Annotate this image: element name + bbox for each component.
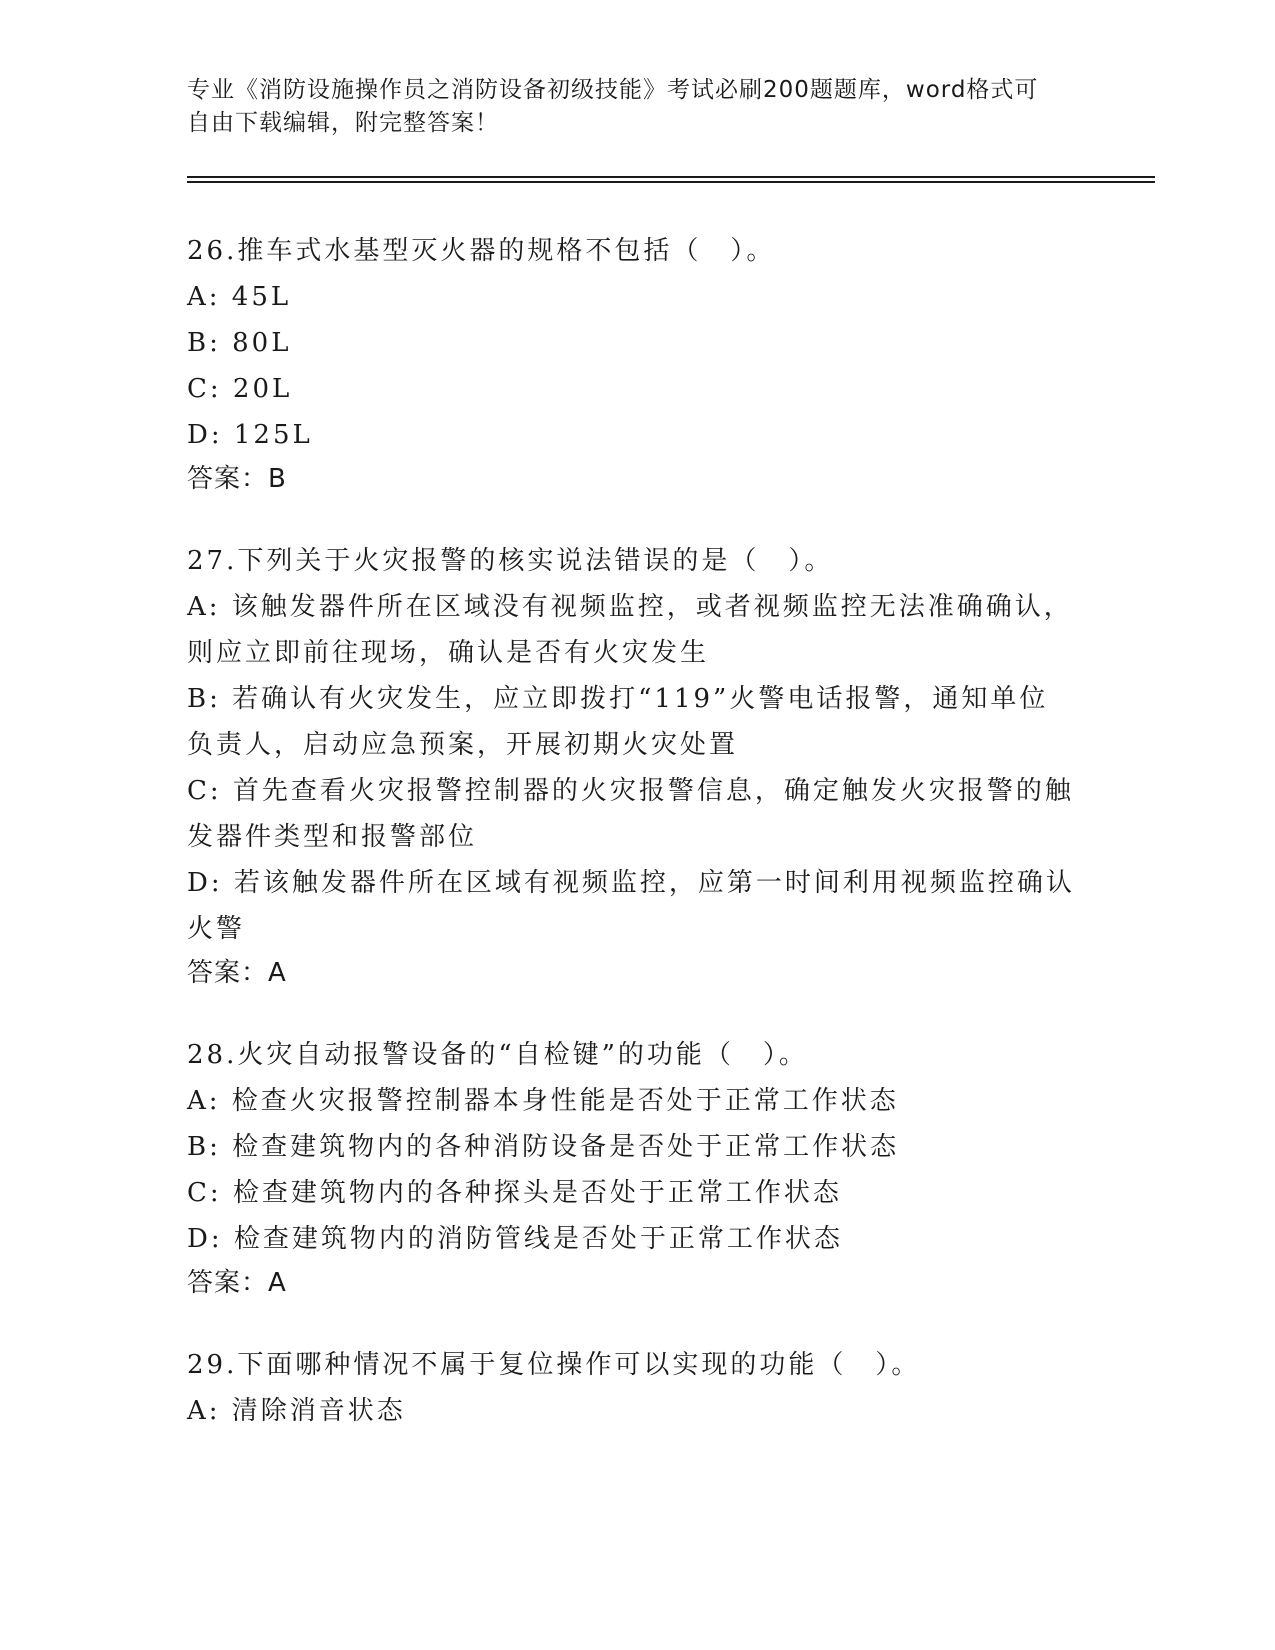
header-rule-top <box>187 176 1155 178</box>
option-line: C: 20L <box>187 374 293 404</box>
option-line: A: 检查火灾报警控制器本身性能是否处于正常工作状态 <box>187 1086 899 1116</box>
answer-line: 答案：A <box>187 1268 287 1298</box>
question-item <box>187 1342 1087 1434</box>
question-item <box>187 228 1087 500</box>
option-line: D: 125L <box>187 420 313 450</box>
option-line: C: 首先查看火灾报警控制器的火灾报警信息，确定触发火灾报警的触 <box>187 776 1074 806</box>
header-rule-bottom <box>187 181 1155 183</box>
header-line-2: 自由下载编辑，附完整答案！ <box>187 110 499 136</box>
question-list <box>187 228 1087 1472</box>
option-line: D: 检查建筑物内的消防管线是否处于正常工作状态 <box>187 1224 843 1254</box>
question-stem: 29.下面哪种情况不属于复位操作可以实现的功能（ ）。 <box>187 1350 921 1380</box>
option-line: 则应立即前往现场，确认是否有火灾发生 <box>187 638 710 668</box>
question-stem: 27.下列关于火灾报警的核实说法错误的是（ ）。 <box>187 546 834 576</box>
option-line: A: 该触发器件所在区域没有视频监控，或者视频监控无法准确确认， <box>187 592 1073 622</box>
question-stem: 28.火灾自动报警设备的“自检键”的功能（ ）。 <box>187 1040 808 1070</box>
option-line: B: 检查建筑物内的各种消防设备是否处于正常工作状态 <box>187 1132 900 1162</box>
question-item <box>187 538 1087 994</box>
option-line: 火警 <box>187 914 246 944</box>
option-line: D: 若该触发器件所在区域有视频监控，应第一时间利用视频监控确认 <box>187 868 1075 898</box>
option-line: B: 80L <box>187 328 292 358</box>
header-line-1: 专业《消防设施操作员之消防设备初级技能》考试必刷200题题库，word格式可 <box>187 77 1039 103</box>
document-header <box>187 74 1087 140</box>
question-item <box>187 1032 1087 1304</box>
answer-line: 答案：A <box>187 958 287 988</box>
option-line: A: 45L <box>187 282 292 312</box>
option-line: A: 清除消音状态 <box>187 1396 406 1426</box>
option-line: 发器件类型和报警部位 <box>187 822 478 852</box>
answer-line: 答案：B <box>187 464 287 494</box>
option-line: B: 若确认有火灾发生，应立即拨打“119”火警电话报警，通知单位 <box>187 684 1049 714</box>
option-line: C: 检查建筑物内的各种探头是否处于正常工作状态 <box>187 1178 842 1208</box>
question-stem: 26.推车式水基型灭火器的规格不包括（ ）。 <box>187 236 776 266</box>
option-line: 负责人，启动应急预案，开展初期火灾处置 <box>187 730 739 760</box>
